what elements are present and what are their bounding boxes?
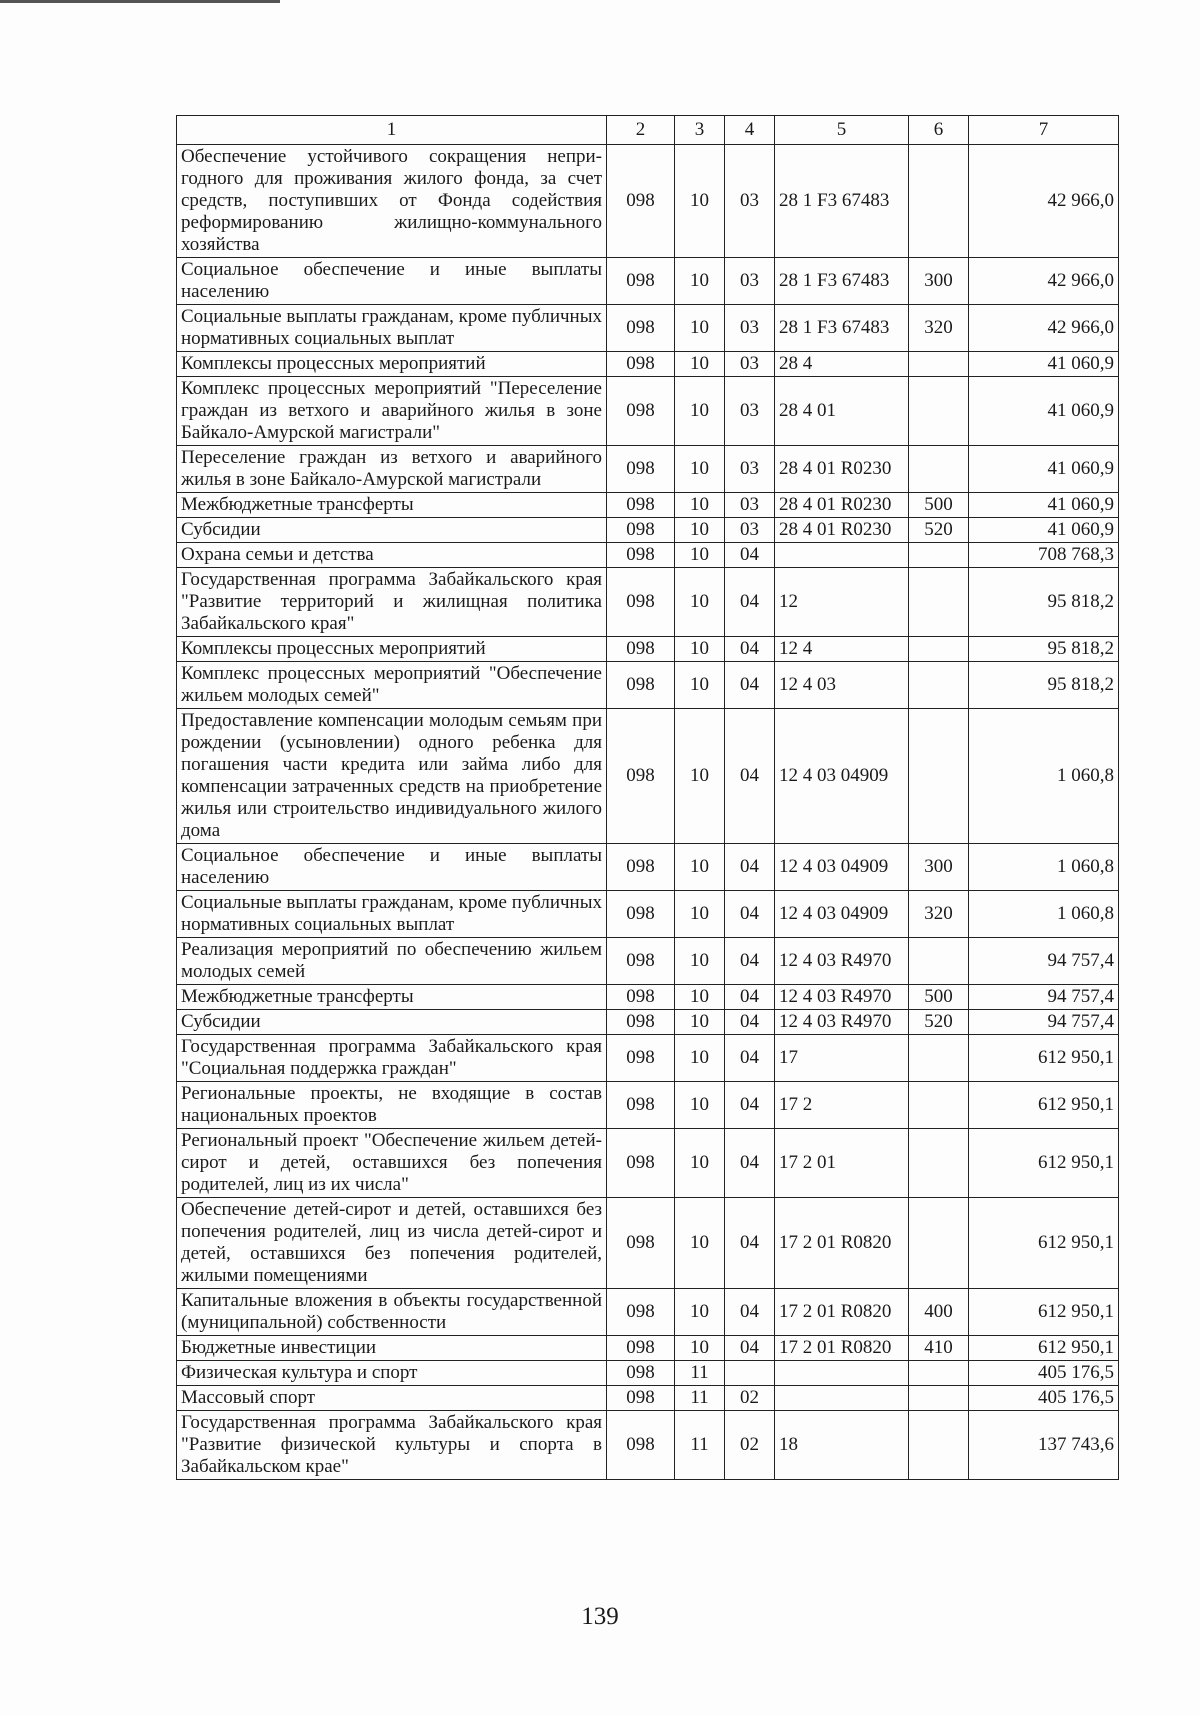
target-article-cell: 17 2 01 R0820 [775, 1289, 909, 1336]
ministry-code-cell: 098 [607, 985, 675, 1010]
expense-type-cell [909, 938, 969, 985]
row-name-cell: Предоставление компенсации молодым семьям при рождении (усыновлении) одного ребенка для погашения части кредита или займа либо для компенсации затраченных средств на приобретение жилья или строительство индивидуального жилого дома [177, 709, 607, 844]
expense-type-cell [909, 446, 969, 493]
header-cell: 1 [177, 116, 607, 145]
table-row [177, 1198, 1119, 1289]
table-row [177, 446, 1119, 493]
expense-type-cell: 320 [909, 305, 969, 352]
table-row [177, 352, 1119, 377]
subsection-code-cell: 02 [725, 1386, 775, 1411]
header-row [177, 116, 1119, 145]
amount-cell: 41 060,9 [969, 493, 1119, 518]
amount-cell: 612 950,1 [969, 1198, 1119, 1289]
expense-type-cell [909, 145, 969, 258]
section-code-cell: 11 [675, 1386, 725, 1411]
header-cell: 4 [725, 116, 775, 145]
subsection-code-cell: 04 [725, 1129, 775, 1198]
section-code-cell: 10 [675, 258, 725, 305]
ministry-code-cell: 098 [607, 377, 675, 446]
subsection-code-cell: 04 [725, 662, 775, 709]
row-name-cell: Комплекс процессных мероприятий "Переселение граждан из ветхого и аварийного жилья в зоне Байкало-Амурской магистрали" [177, 377, 607, 446]
subsection-code-cell: 04 [725, 543, 775, 568]
table-row [177, 145, 1119, 258]
target-article-cell: 17 [775, 1035, 909, 1082]
section-code-cell: 10 [675, 305, 725, 352]
table-row [177, 637, 1119, 662]
subsection-code-cell: 03 [725, 352, 775, 377]
amount-cell: 612 950,1 [969, 1129, 1119, 1198]
amount-cell: 95 818,2 [969, 637, 1119, 662]
target-article-cell: 28 4 01 R0230 [775, 493, 909, 518]
section-code-cell: 10 [675, 446, 725, 493]
ministry-code-cell: 098 [607, 145, 675, 258]
expense-type-cell [909, 377, 969, 446]
row-name-cell: Физическая культура и спорт [177, 1361, 607, 1386]
subsection-code-cell: 04 [725, 844, 775, 891]
ministry-code-cell: 098 [607, 844, 675, 891]
target-article-cell: 12 4 03 04909 [775, 891, 909, 938]
row-name-cell: Социальное обеспечение и иные выплаты населению [177, 844, 607, 891]
section-code-cell: 10 [675, 493, 725, 518]
subsection-code-cell: 03 [725, 446, 775, 493]
amount-cell: 612 950,1 [969, 1035, 1119, 1082]
ministry-code-cell: 098 [607, 258, 675, 305]
table-row [177, 1010, 1119, 1035]
table-row [177, 543, 1119, 568]
target-article-cell [775, 543, 909, 568]
target-article-cell: 12 4 03 R4970 [775, 1010, 909, 1035]
row-name-cell: Обеспечение устойчивого сокращения непригодного для проживания жилого фонда, за счет средств, поступивших от Фонда содействия реформированию жилищно-коммунального хозяйства [177, 145, 607, 258]
header-cell: 6 [909, 116, 969, 145]
section-code-cell: 10 [675, 938, 725, 985]
subsection-code-cell: 03 [725, 493, 775, 518]
subsection-code-cell: 04 [725, 1336, 775, 1361]
target-article-cell: 28 4 01 R0230 [775, 518, 909, 543]
target-article-cell: 18 [775, 1411, 909, 1480]
section-code-cell: 10 [675, 1010, 725, 1035]
subsection-code-cell: 04 [725, 938, 775, 985]
amount-cell: 137 743,6 [969, 1411, 1119, 1480]
subsection-code-cell: 04 [725, 637, 775, 662]
section-code-cell: 10 [675, 352, 725, 377]
table-row [177, 1082, 1119, 1129]
row-name-cell: Комплексы процессных мероприятий [177, 637, 607, 662]
header-cell: 2 [607, 116, 675, 145]
header-cell: 5 [775, 116, 909, 145]
table-row [177, 662, 1119, 709]
ministry-code-cell: 098 [607, 1289, 675, 1336]
scan-edge-line [0, 0, 280, 3]
expense-type-cell [909, 352, 969, 377]
section-code-cell: 10 [675, 662, 725, 709]
amount-cell: 612 950,1 [969, 1289, 1119, 1336]
expense-type-cell [909, 1129, 969, 1198]
section-code-cell: 10 [675, 1198, 725, 1289]
row-name-cell: Региональный проект "Обеспечение жильем детей-сирот и детей, оставшихся без попечения родителей, лиц из их числа" [177, 1129, 607, 1198]
expense-type-cell: 500 [909, 493, 969, 518]
section-code-cell: 10 [675, 844, 725, 891]
table-row [177, 1386, 1119, 1411]
section-code-cell: 10 [675, 1129, 725, 1198]
ministry-code-cell: 098 [607, 1411, 675, 1480]
table-row [177, 305, 1119, 352]
amount-cell: 41 060,9 [969, 518, 1119, 543]
row-name-cell: Бюджетные инвестиции [177, 1336, 607, 1361]
subsection-code-cell: 03 [725, 258, 775, 305]
amount-cell: 1 060,8 [969, 891, 1119, 938]
target-article-cell: 17 2 01 R0820 [775, 1198, 909, 1289]
table-row [177, 985, 1119, 1010]
row-name-cell: Обеспечение детей-сирот и детей, оставшихся без попечения родителей, лиц из числа детей-сирот и детей, оставшихся без попечения родителей, жилыми помещениями [177, 1198, 607, 1289]
table-row [177, 1035, 1119, 1082]
section-code-cell: 10 [675, 1289, 725, 1336]
table-row [177, 844, 1119, 891]
ministry-code-cell: 098 [607, 1198, 675, 1289]
amount-cell: 41 060,9 [969, 446, 1119, 493]
ministry-code-cell: 098 [607, 1361, 675, 1386]
section-code-cell: 10 [675, 518, 725, 543]
section-code-cell: 10 [675, 568, 725, 637]
expense-type-cell [909, 662, 969, 709]
subsection-code-cell: 04 [725, 568, 775, 637]
target-article-cell: 28 1 F3 67483 [775, 258, 909, 305]
expense-type-cell: 300 [909, 258, 969, 305]
amount-cell: 41 060,9 [969, 352, 1119, 377]
expense-type-cell [909, 1361, 969, 1386]
expense-type-cell: 320 [909, 891, 969, 938]
subsection-code-cell: 02 [725, 1411, 775, 1480]
subsection-code-cell: 04 [725, 1198, 775, 1289]
table-row [177, 258, 1119, 305]
table-body [177, 145, 1119, 1480]
ministry-code-cell: 098 [607, 543, 675, 568]
row-name-cell: Субсидии [177, 518, 607, 543]
section-code-cell: 10 [675, 1336, 725, 1361]
expense-type-cell: 300 [909, 844, 969, 891]
table-row [177, 1411, 1119, 1480]
target-article-cell: 28 1 F3 67483 [775, 145, 909, 258]
expense-type-cell [909, 568, 969, 637]
target-article-cell [775, 1361, 909, 1386]
amount-cell: 42 966,0 [969, 258, 1119, 305]
expense-type-cell: 410 [909, 1336, 969, 1361]
budget-table [176, 115, 1119, 1480]
table-row [177, 493, 1119, 518]
subsection-code-cell: 04 [725, 709, 775, 844]
row-name-cell: Государственная программа Забайкальского края "Развитие физической культуры и спорта в Забайкальском крае" [177, 1411, 607, 1480]
table-row [177, 1361, 1119, 1386]
ministry-code-cell: 098 [607, 305, 675, 352]
section-code-cell: 10 [675, 985, 725, 1010]
table-row [177, 518, 1119, 543]
target-article-cell: 28 4 01 R0230 [775, 446, 909, 493]
ministry-code-cell: 098 [607, 1035, 675, 1082]
section-code-cell: 10 [675, 637, 725, 662]
ministry-code-cell: 098 [607, 493, 675, 518]
table-row [177, 377, 1119, 446]
section-code-cell: 10 [675, 1082, 725, 1129]
row-name-cell: Реализация мероприятий по обеспечению жильем молодых семей [177, 938, 607, 985]
section-code-cell: 11 [675, 1361, 725, 1386]
expense-type-cell [909, 709, 969, 844]
amount-cell: 94 757,4 [969, 985, 1119, 1010]
row-name-cell: Социальные выплаты гражданам, кроме публичных нормативных социальных выплат [177, 305, 607, 352]
ministry-code-cell: 098 [607, 1010, 675, 1035]
page-number: 139 [581, 1603, 619, 1630]
row-name-cell: Межбюджетные трансферты [177, 493, 607, 518]
table-row [177, 1129, 1119, 1198]
ministry-code-cell: 098 [607, 1082, 675, 1129]
subsection-code-cell: 04 [725, 1010, 775, 1035]
row-name-cell: Социальные выплаты гражданам, кроме публичных нормативных социальных выплат [177, 891, 607, 938]
expense-type-cell [909, 1386, 969, 1411]
target-article-cell: 28 1 F3 67483 [775, 305, 909, 352]
subsection-code-cell [725, 1361, 775, 1386]
section-code-cell: 10 [675, 891, 725, 938]
ministry-code-cell: 098 [607, 1386, 675, 1411]
expense-type-cell: 520 [909, 518, 969, 543]
target-article-cell: 12 4 03 [775, 662, 909, 709]
section-code-cell: 10 [675, 709, 725, 844]
expense-type-cell [909, 543, 969, 568]
ministry-code-cell: 098 [607, 446, 675, 493]
row-name-cell: Комплексы процессных мероприятий [177, 352, 607, 377]
ministry-code-cell: 098 [607, 1336, 675, 1361]
row-name-cell: Социальное обеспечение и иные выплаты населению [177, 258, 607, 305]
target-article-cell: 28 4 [775, 352, 909, 377]
header-cell: 3 [675, 116, 725, 145]
target-article-cell: 12 4 03 04909 [775, 844, 909, 891]
table-row [177, 709, 1119, 844]
ministry-code-cell: 098 [607, 352, 675, 377]
expense-type-cell [909, 1035, 969, 1082]
subsection-code-cell: 04 [725, 1035, 775, 1082]
amount-cell: 612 950,1 [969, 1336, 1119, 1361]
row-name-cell: Государственная программа Забайкальского края "Развитие территорий и жилищная политика Забайкальского края" [177, 568, 607, 637]
row-name-cell: Переселение граждан из ветхого и аварийного жилья в зоне Байкало-Амурской магистрали [177, 446, 607, 493]
table-row [177, 1289, 1119, 1336]
row-name-cell: Межбюджетные трансферты [177, 985, 607, 1010]
target-article-cell: 28 4 01 [775, 377, 909, 446]
amount-cell: 41 060,9 [969, 377, 1119, 446]
header-cell: 7 [969, 116, 1119, 145]
section-code-cell: 10 [675, 377, 725, 446]
amount-cell: 405 176,5 [969, 1386, 1119, 1411]
target-article-cell: 12 4 [775, 637, 909, 662]
table-row [177, 891, 1119, 938]
subsection-code-cell: 04 [725, 985, 775, 1010]
amount-cell: 1 060,8 [969, 844, 1119, 891]
expense-type-cell [909, 1198, 969, 1289]
expense-type-cell: 400 [909, 1289, 969, 1336]
target-article-cell: 17 2 [775, 1082, 909, 1129]
subsection-code-cell: 03 [725, 145, 775, 258]
subsection-code-cell: 04 [725, 1082, 775, 1129]
ministry-code-cell: 098 [607, 891, 675, 938]
expense-type-cell [909, 1082, 969, 1129]
amount-cell: 405 176,5 [969, 1361, 1119, 1386]
ministry-code-cell: 098 [607, 518, 675, 543]
row-name-cell: Региональные проекты, не входящие в состав национальных проектов [177, 1082, 607, 1129]
table-row [177, 938, 1119, 985]
target-article-cell [775, 1386, 909, 1411]
table-row [177, 1336, 1119, 1361]
ministry-code-cell: 098 [607, 662, 675, 709]
expense-type-cell [909, 1411, 969, 1480]
row-name-cell: Охрана семьи и детства [177, 543, 607, 568]
subsection-code-cell: 04 [725, 1289, 775, 1336]
amount-cell: 42 966,0 [969, 305, 1119, 352]
amount-cell: 1 060,8 [969, 709, 1119, 844]
amount-cell: 708 768,3 [969, 543, 1119, 568]
subsection-code-cell: 03 [725, 377, 775, 446]
expense-type-cell [909, 637, 969, 662]
row-name-cell: Массовый спорт [177, 1386, 607, 1411]
row-name-cell: Государственная программа Забайкальского края "Социальная поддержка граждан" [177, 1035, 607, 1082]
target-article-cell: 12 [775, 568, 909, 637]
expense-type-cell: 520 [909, 1010, 969, 1035]
amount-cell: 95 818,2 [969, 568, 1119, 637]
target-article-cell: 12 4 03 04909 [775, 709, 909, 844]
subsection-code-cell: 03 [725, 518, 775, 543]
row-name-cell: Субсидии [177, 1010, 607, 1035]
amount-cell: 94 757,4 [969, 938, 1119, 985]
target-article-cell: 12 4 03 R4970 [775, 938, 909, 985]
target-article-cell: 12 4 03 R4970 [775, 985, 909, 1010]
target-article-cell: 17 2 01 R0820 [775, 1336, 909, 1361]
amount-cell: 95 818,2 [969, 662, 1119, 709]
row-name-cell: Комплекс процессных мероприятий "Обеспечение жильем молодых семей" [177, 662, 607, 709]
row-name-cell: Капитальные вложения в объекты государственной (муниципальной) собственности [177, 1289, 607, 1336]
section-code-cell: 11 [675, 1411, 725, 1480]
amount-cell: 42 966,0 [969, 145, 1119, 258]
expense-type-cell: 500 [909, 985, 969, 1010]
target-article-cell: 17 2 01 [775, 1129, 909, 1198]
ministry-code-cell: 098 [607, 938, 675, 985]
subsection-code-cell: 03 [725, 305, 775, 352]
ministry-code-cell: 098 [607, 568, 675, 637]
table-row [177, 568, 1119, 637]
subsection-code-cell: 04 [725, 891, 775, 938]
section-code-cell: 10 [675, 145, 725, 258]
ministry-code-cell: 098 [607, 637, 675, 662]
amount-cell: 94 757,4 [969, 1010, 1119, 1035]
ministry-code-cell: 098 [607, 709, 675, 844]
section-code-cell: 10 [675, 1035, 725, 1082]
amount-cell: 612 950,1 [969, 1082, 1119, 1129]
ministry-code-cell: 098 [607, 1129, 675, 1198]
section-code-cell: 10 [675, 543, 725, 568]
